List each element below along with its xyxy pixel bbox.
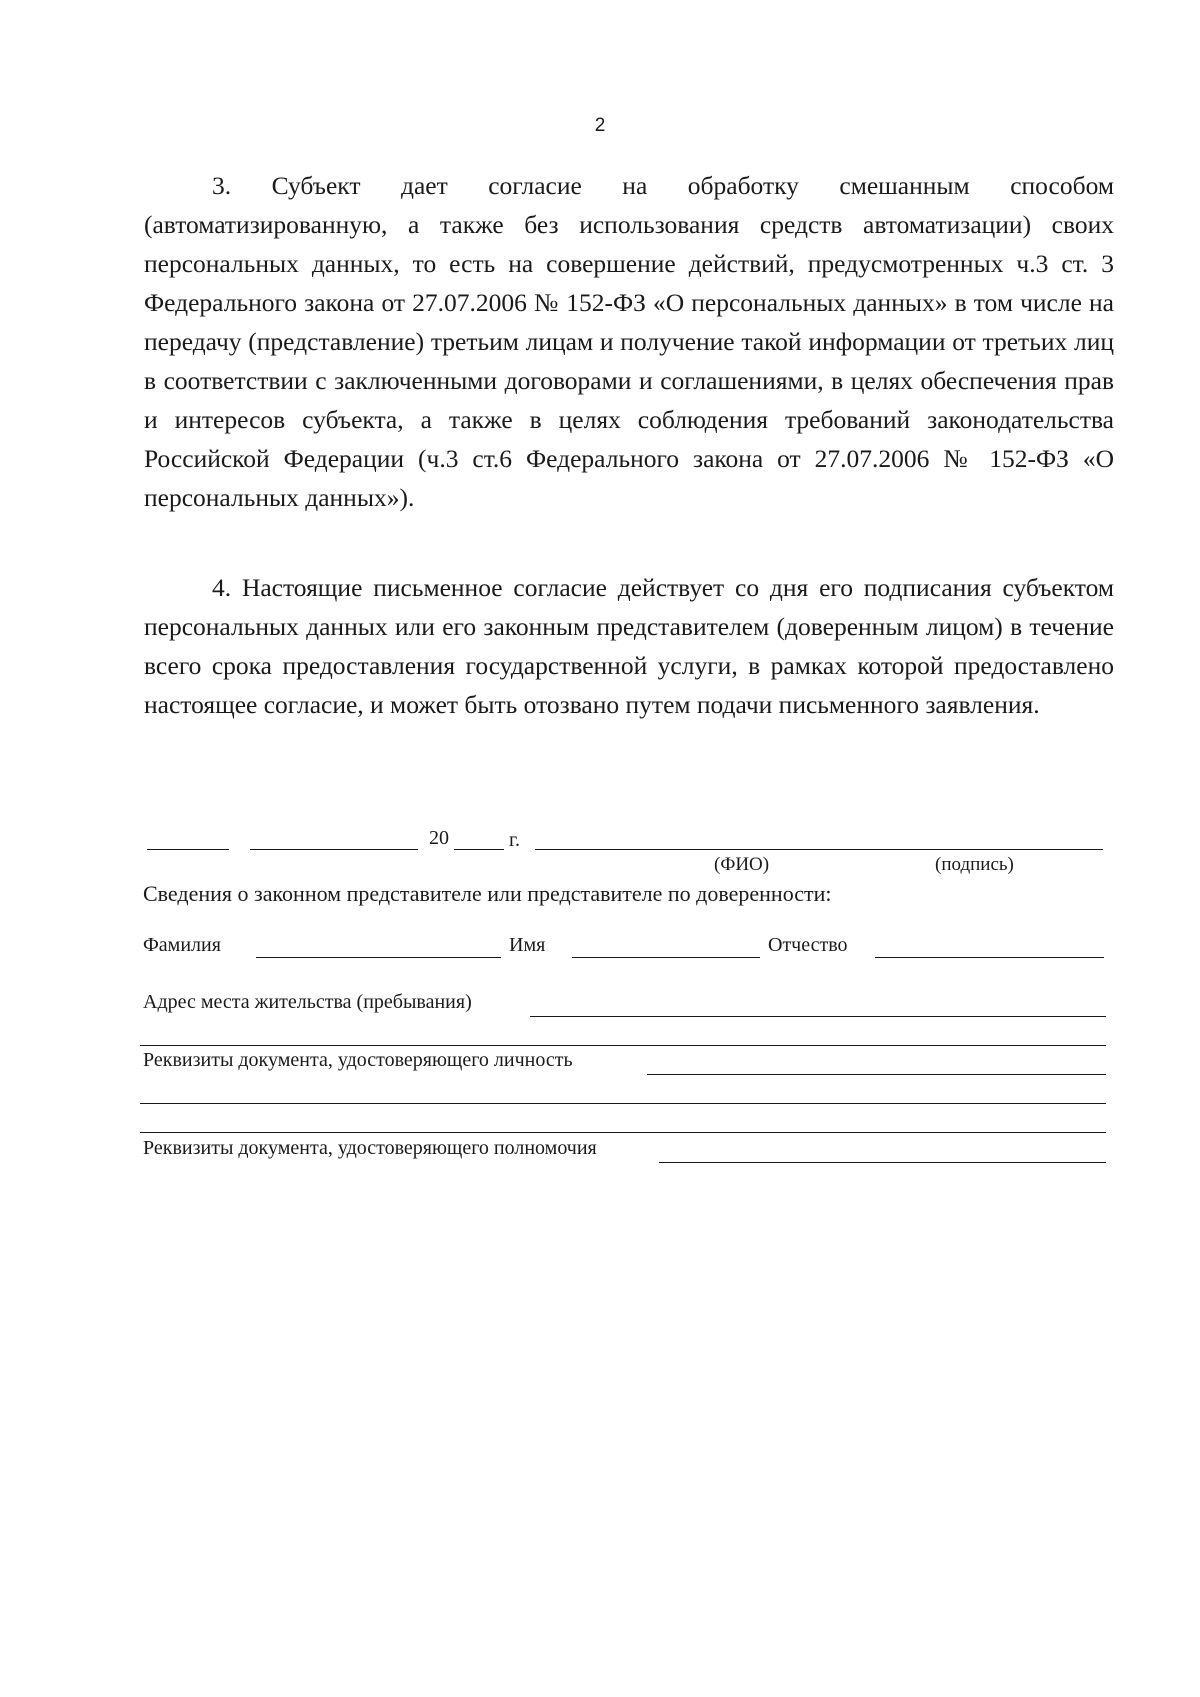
authority-doc-label: Реквизиты документа, удостоверяющего полномочия bbox=[143, 1137, 597, 1159]
fio-caption: (ФИО) bbox=[714, 854, 770, 875]
fio-signature-line[interactable] bbox=[535, 849, 1103, 850]
paragraph-consent-processing: 3. Субъект дает согласие на обработку смешанным способом (автоматизированную, а также без использования средств автоматизации) своих персональных данных, то есть на совершение действий, предусмотренных ч.3 ст. 3 Федерального закона от 27.07.2006 № 152-ФЗ «О персональных данных» в том числе на передачу (представление) третьим лицам и получение такой информации от третьих лиц в соответствии с заключенными договорами и соглашениями, в целях обеспечения прав и интересов субъекта, а также в целях соблюдения требований законодательства Российской Федерации (ч.3 ст.6 Федерального закона от 27.07.2006 № 152-ФЗ «О персональных данных»). bbox=[144, 171, 1114, 512]
year-suffix: г. bbox=[509, 829, 520, 851]
date-day-line[interactable] bbox=[147, 849, 229, 850]
identity-doc-label: Реквизиты документа, удостоверяющего личность bbox=[143, 1049, 573, 1071]
date-month-line[interactable] bbox=[250, 849, 418, 850]
identity-doc-line-2[interactable] bbox=[140, 1103, 1106, 1104]
name-label: Имя bbox=[509, 934, 546, 956]
year-prefix: 20 bbox=[429, 827, 449, 849]
name-line[interactable] bbox=[572, 957, 760, 958]
identity-doc-line-3[interactable] bbox=[140, 1132, 1106, 1133]
address-line-2[interactable] bbox=[140, 1045, 1106, 1046]
page-number: 2 bbox=[594, 115, 606, 136]
address-line[interactable] bbox=[530, 1016, 1106, 1017]
identity-doc-line[interactable] bbox=[647, 1074, 1106, 1075]
patronymic-label: Отчество bbox=[768, 934, 848, 956]
surname-line[interactable] bbox=[256, 957, 501, 958]
signature-caption: (подпись) bbox=[935, 854, 1014, 875]
authority-doc-line[interactable] bbox=[659, 1162, 1106, 1163]
representative-heading: Сведения о законном представителе или представителе по доверенности: bbox=[143, 881, 832, 906]
paragraph-consent-validity: 4. Настоящие письменное согласие действует со дня его подписания субъектом персональных данных или его законным представителем (доверенным лицом) в течение всего срока предоставления государственной услуги, в рамках которой предоставлено настоящее согласие, и может быть отозвано путем подачи письменного заявления. bbox=[144, 573, 1114, 719]
date-year-line[interactable] bbox=[454, 849, 504, 850]
address-label: Адрес места жительства (пребывания) bbox=[143, 991, 472, 1013]
patronymic-line[interactable] bbox=[875, 957, 1104, 958]
surname-label: Фамилия bbox=[143, 934, 221, 956]
